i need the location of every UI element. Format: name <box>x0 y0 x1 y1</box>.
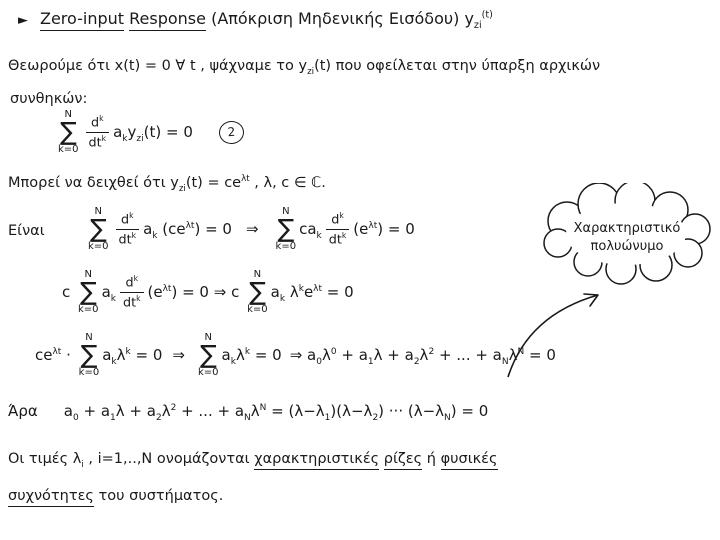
intro-line-2: συνθηκών: <box>10 91 88 107</box>
characteristic-polynomial-cloud <box>537 183 717 287</box>
roots-definition-line-1: Οι τιμές $\lambda_i$ , i=1,..,N ονομάζονται χαρακτηριστικές ρίζες ή φυσικές <box>8 451 498 470</box>
title-line <box>18 9 493 32</box>
roots-definition-line-2: συχνότητες του συστήματος. <box>8 487 223 505</box>
derivation-row-1: N ∑ k=0 $\frac{d^k}{dt^k}$ $a_k$ $(ce^{\lambda t}) = 0$ ⇒ N ∑ k=0 $ca_k$ $\frac{d^k}{dt^k}$ $(e^{\lambda t}) = 0$ <box>88 206 415 252</box>
intro-line-1: Θεωρούμε ότι x(t) = 0 ∀ t , ψάχναμε το $y_{zi}(t)$ που οφείλεται στην ύπαρξη αρχικών <box>8 58 601 77</box>
cloud-text-line-1: Χαρακτηριστικό <box>573 220 681 236</box>
cloud-text-line-2: πολυώνυμο <box>590 238 664 254</box>
title-text: Zero-input Response (Απόκριση Μηδενικής Εισόδου) $y_{zi}^{(t)}$ <box>40 9 493 32</box>
einai-label: Είναι <box>8 223 45 239</box>
factored-polynomial-line: Άρα $a_0 + a_1\lambda + a_2\lambda^2$ + ... + $a_N\lambda^N = (\lambda-\lambda_1)(\lambda-\lambda_2)$ ··· $(\lambda-\lambda_N) = 0$ <box>8 402 489 423</box>
equation-zero-input: N ∑ k=0 $\frac{d^k}{dt^k}$ $a_ky_{zi}(t) = 0$ 2 <box>55 110 244 155</box>
derivation-row-2: c N ∑ k=0 $a_k$ $\frac{d^k}{dt^k}$ $(e^{\lambda t}) = 0$ ⇒ c N ∑ k=0 $a_k$ $\lambda^ke^{\lambda t} = 0$ <box>62 269 354 315</box>
derivation-row-3: $ce^{\lambda t}$ · N ∑ k=0 $a_k\lambda^k = 0$ ⇒ N ∑ k=0 $a_k\lambda^k = 0$ ⇒ $a_0\lambda^0 + a_1\lambda + a_2\lambda^2$ + ... + $a_N\lambda^N = 0$ <box>35 332 556 378</box>
solution-form-line: Μπορεί να δειχθεί ότι $y_{zi}(t) = ce^{\lambda t}$ , λ, c ∈ ℂ. <box>8 174 326 194</box>
bullet-icon: ► <box>18 13 28 28</box>
cloud-text <box>537 183 717 289</box>
